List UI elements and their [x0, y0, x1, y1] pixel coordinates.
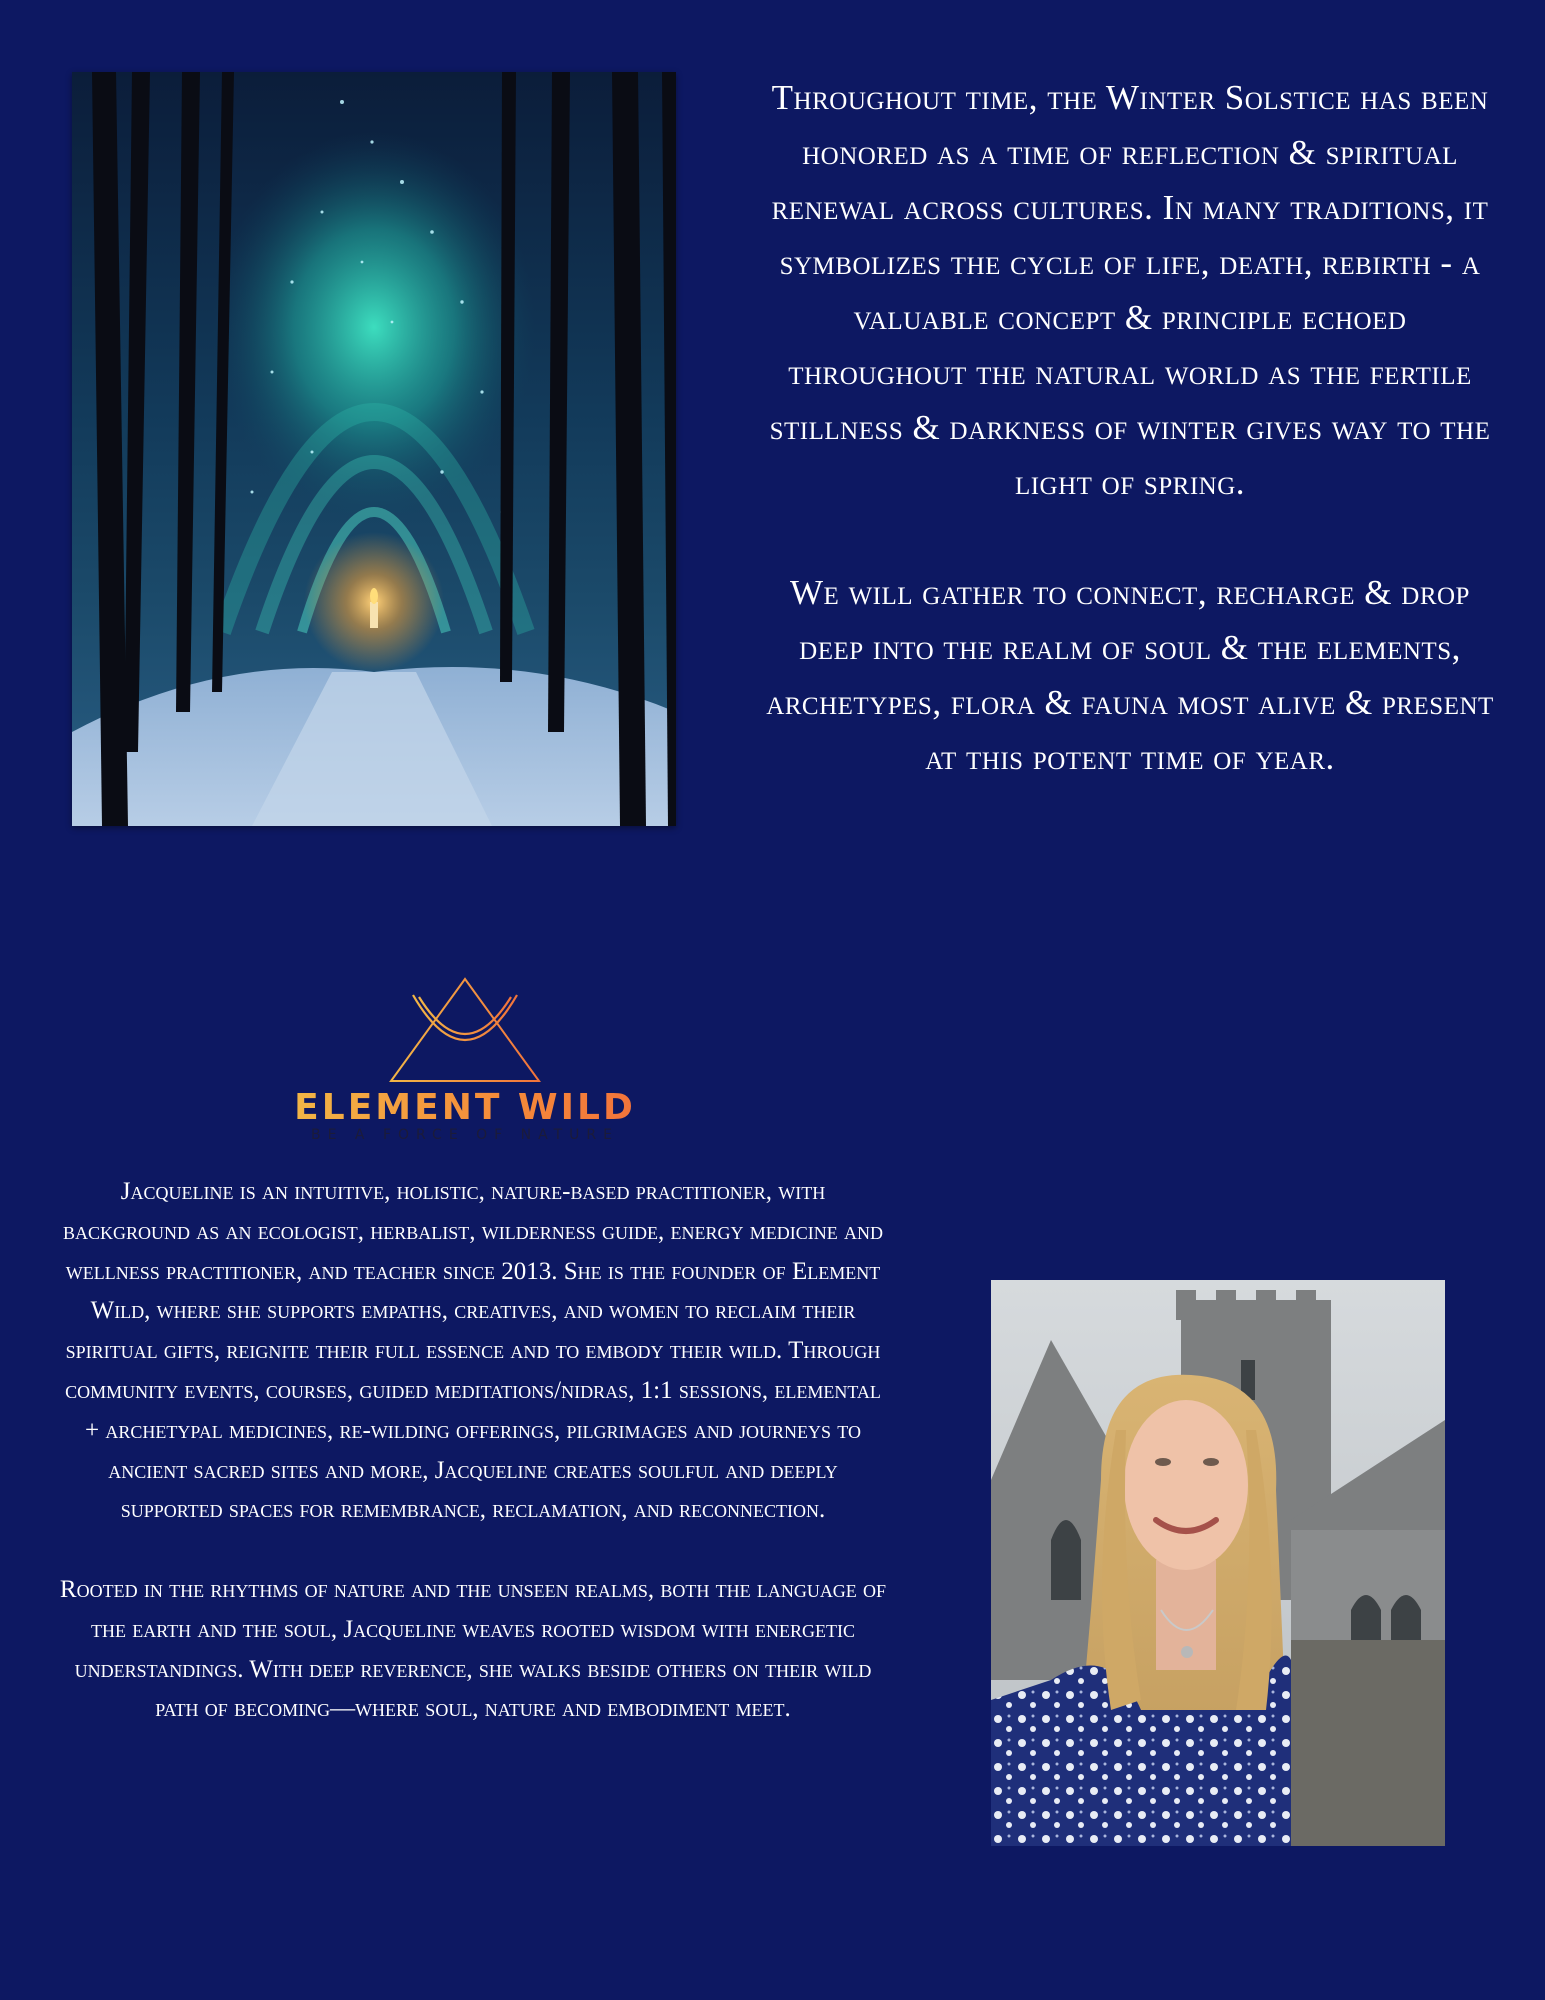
portrait-image — [991, 1280, 1445, 1846]
solstice-paragraph-2: We will gather to connect, recharge & drop deep into the realm of soul & the elements, archetypes, flora & fauna most alive & present at this potent time of year. — [766, 573, 1494, 777]
woman-portrait-cathedral-image — [991, 1280, 1445, 1846]
bio-paragraph-2: Rooted in the rhythms of nature and the unseen realms, both the language of the earth and the soul, Jacqueline weaves rooted wisdom with energetic understandings. With deep reverence, she walks beside others on their wild path of becoming—where soul, nature and embodiment meet. — [59, 1575, 887, 1723]
moon-triangle-icon — [385, 975, 545, 1085]
bio-description — [58, 1172, 888, 1729]
snowy-forest-path-aurora-candle-image — [72, 72, 676, 826]
solstice-description — [760, 70, 1500, 785]
logo-tagline: BE A FORCE OF NATURE — [311, 1127, 619, 1143]
solstice-paragraph-1: Throughout time, the Winter Solstice has been honored as a time of reflection & spiritual renewal across cultures. In many traditions, it symbolizes the cycle of life, death, rebirth - a valuable concept & principle echoed throughout the natural world as the fertile stillness & darkness of winter gives way to the light of spring. — [769, 78, 1491, 502]
winter-forest-image — [72, 72, 676, 826]
bio-paragraph-1: Jacqueline is an intuitive, holistic, nature-based practitioner, with background as an ecologist, herbalist, wilderness guide, energy medicine and wellness practitioner, and teacher since 2013. She is the founder of Element Wild, where she supports empaths, creatives, and women to reclaim their spiritual gifts, reignite their full essence and to embody their wild. Through community events, courses, guided meditations/nidras, 1:1 sessions, elemental + archetypal medicines, re-wilding offerings, pilgrimages and journeys to ancient sacred sites and more, Jacqueline creates soulful and deeply supported spaces for remembrance, reclamation, and reconnection. — [63, 1178, 883, 1524]
logo-name: ELEMENT WILD — [290, 1089, 640, 1127]
element-wild-logo — [290, 975, 640, 1160]
